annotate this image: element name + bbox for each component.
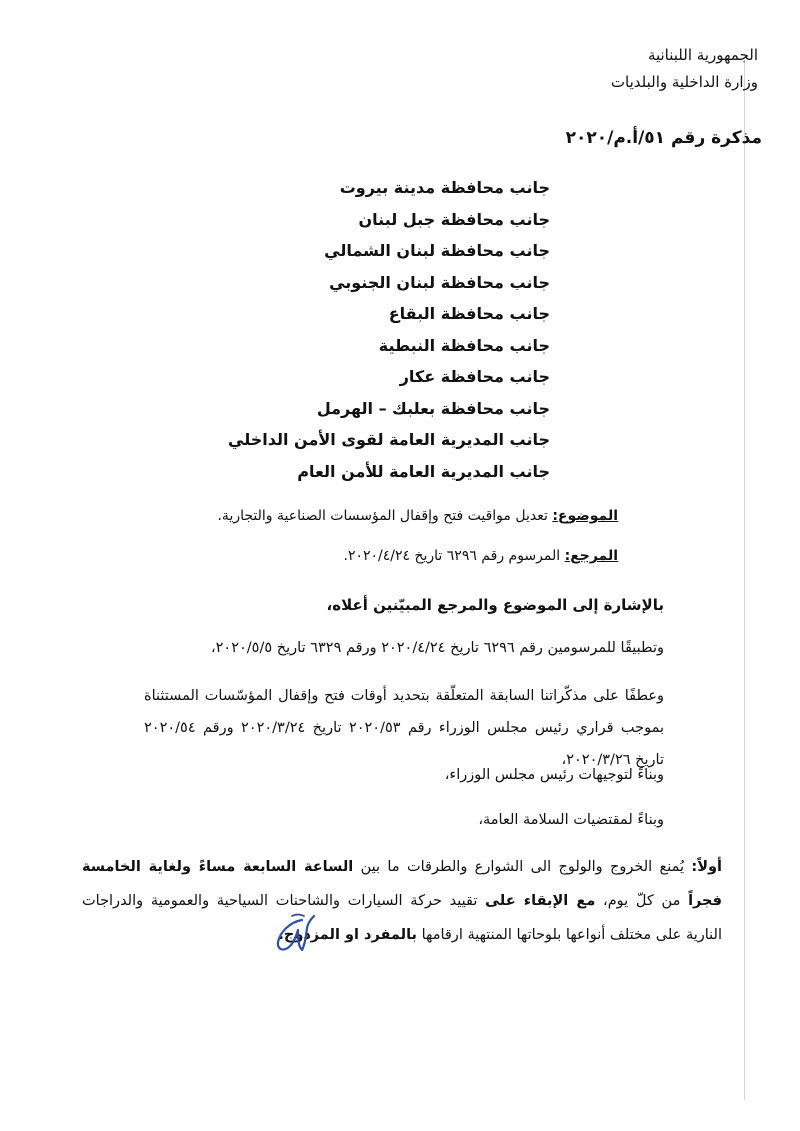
public-safety-line: وبناءً لمقتضيات السلامة العامة، [478, 812, 664, 828]
recipient: جانب محافظة البقاع [388, 304, 550, 323]
recipient: جانب محافظة النبطية [378, 335, 550, 355]
article-one-text: من كلّ يوم، [595, 893, 689, 909]
recipient: جانب محافظة عكار [399, 367, 550, 386]
subject-label: الموضوع: [552, 508, 618, 524]
article-one-text: تقييد حركة السيارات والشاحنات السياحية والعمومية والدراجات النارية على مختلف أنواعها بلوحاتها المنتهية ارقامها [82, 893, 722, 943]
previous-memos-paragraph: وعطفًا على مذكّراتنا السابقة المتعلّقة بتحديد أوقات فتح وإقفال المؤسّسات المستثناة بموجب قراري رئيس مجلس الوزراء رقم ٢٠٢٠/٥٣ تاريخ ٢٠٢٠/٣/٢٤ ورقم ٢٠٢٠/٥٤ تاريخ ٢٠٢٠/٣/٢٦، [144, 688, 665, 768]
signature-initials [272, 912, 316, 958]
recipient: جانب محافظة بعلبك – الهرمل [316, 398, 550, 418]
pm-directives-line: وبناءً لتوجيهات رئيس مجلس الوزراء، [444, 767, 664, 783]
letterhead [611, 42, 758, 96]
recipient: جانب محافظة جبل لبنان [358, 209, 550, 229]
recipient: جانب محافظة لبنان الجنوبي [329, 272, 550, 292]
page-edge-line [744, 60, 745, 1100]
recipient: جانب محافظة مدينة بيروت [339, 178, 550, 197]
article-one-paragraph [82, 850, 722, 952]
article-one-label: أولاً: [691, 859, 723, 875]
odd-even-plates: بالمفرد او المزدوج. [278, 927, 417, 943]
reference-line [343, 548, 618, 564]
recipient: جانب المديرية العامة لقوى الأمن الداخلي [228, 430, 550, 449]
intro-line: بالإشارة إلى الموضوع والمرجع المبيّنين أعلاه، [326, 596, 664, 614]
ministry-name: وزارة الداخلية والبلديات [610, 73, 758, 91]
memo-number: مذكرة رقم ٥١/أ.م/٢٠٢٠ [565, 128, 762, 148]
reference-text: المرسوم رقم ٦٢٩٦ تاريخ ٢٠٢٠/٤/٢٤. [343, 548, 561, 564]
decrees-line: وتطبيقًا للمرسومين رقم ٦٢٩٦ تاريخ ٢٠٢٠/٤/٢٤ ورقم ٦٣٢٩ تاريخ ٢٠٢٠/٥/٥، [210, 640, 664, 656]
keep-restriction: مع الإبقاء على [485, 893, 596, 909]
recipient: جانب المديرية العامة للأمن العام [297, 461, 550, 481]
republic-name: الجمهورية اللبنانية [647, 46, 758, 64]
subject-line [217, 508, 618, 524]
subject-text: تعديل مواقيت فتح وإقفال المؤسسات الصناعية والتجارية. [217, 508, 548, 524]
recipient: جانب محافظة لبنان الشمالي [324, 241, 550, 260]
recipients-list [120, 172, 550, 487]
reference-label: المرجع: [564, 548, 618, 564]
curfew-hours: الساعة السابعة مساءً ولغاية الخامسة فجراً [82, 859, 722, 909]
article-one-text: يُمنع الخروج والولوج الى الشوارع والطرقات ما بين [353, 859, 692, 875]
